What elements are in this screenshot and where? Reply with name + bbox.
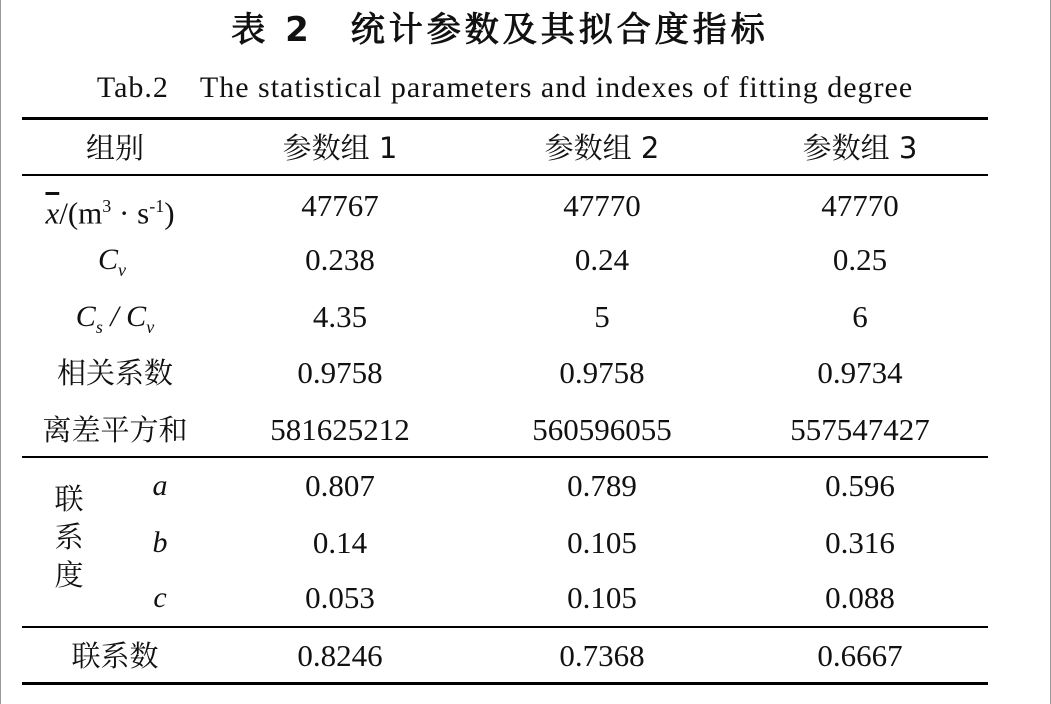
table-cell: 0.6667 — [817, 638, 903, 673]
sub-label: a — [152, 469, 168, 502]
column-header: 组别 — [85, 131, 145, 165]
table-title-en: Tab.2 The statistical parameters and indexes of fitting degree — [96, 71, 914, 104]
row-label-cs-cv: $C_s / C_v$ — [75, 300, 155, 337]
row-label: 相关系数 — [56, 356, 174, 390]
table-cell: 47767 — [301, 188, 379, 223]
row-label: 离差平方和 — [42, 413, 188, 447]
table-cell: 6 — [852, 299, 868, 334]
column-header: 参数组 2 — [544, 131, 660, 165]
sub-label: b — [152, 526, 168, 559]
row-label-mean-flow: $\overline{x}/(m^3 \cdot s^{-1})$ — [45, 195, 175, 231]
table-cell: 0.105 — [567, 580, 637, 615]
table-cell: 0.807 — [305, 468, 375, 503]
table-cell: 557547427 — [790, 412, 930, 447]
table-cell: 0.088 — [825, 580, 895, 615]
final-rule — [22, 626, 988, 628]
table-cell: 0.238 — [305, 242, 375, 277]
table-cell: 0.789 — [567, 468, 637, 503]
column-header: 参数组 3 — [802, 131, 918, 165]
header-rule — [22, 174, 988, 176]
table-cell: 0.24 — [574, 242, 630, 277]
table-cell: 47770 — [821, 188, 899, 223]
row-label: 联系数 — [71, 639, 159, 673]
sub-label: c — [153, 581, 167, 614]
table-cell: 560596055 — [532, 412, 672, 447]
table-title-cn: 表 2 统计参数及其拟合度指标 — [231, 10, 769, 50]
table-cell: 0.9758 — [297, 355, 383, 390]
table-cell: 0.8246 — [297, 638, 383, 673]
group-rule — [22, 456, 988, 458]
top-rule — [22, 117, 988, 120]
table-cell: 5 — [594, 299, 610, 334]
bottom-rule — [22, 682, 988, 685]
table-cell: 47770 — [563, 188, 641, 223]
table-cell: 0.7368 — [559, 638, 645, 673]
table-cell: 581625212 — [270, 412, 410, 447]
table-cell: 0.25 — [832, 242, 888, 277]
mean-symbol: $\overline{x}$ — [45, 195, 60, 231]
table-cell: 0.105 — [567, 525, 637, 560]
table-cell: 0.9734 — [817, 355, 903, 390]
group-label-contact-degree: 联 系 度 — [54, 482, 84, 592]
table-cell: 4.35 — [312, 299, 368, 334]
table-cell: 0.14 — [312, 525, 368, 560]
column-header: 参数组 1 — [282, 131, 398, 165]
table-cell: 0.596 — [825, 468, 895, 503]
table-cell: 0.9758 — [559, 355, 645, 390]
row-label-cv: $C_v$ — [97, 243, 127, 280]
table-cell: 0.053 — [305, 580, 375, 615]
table-cell: 0.316 — [825, 525, 895, 560]
